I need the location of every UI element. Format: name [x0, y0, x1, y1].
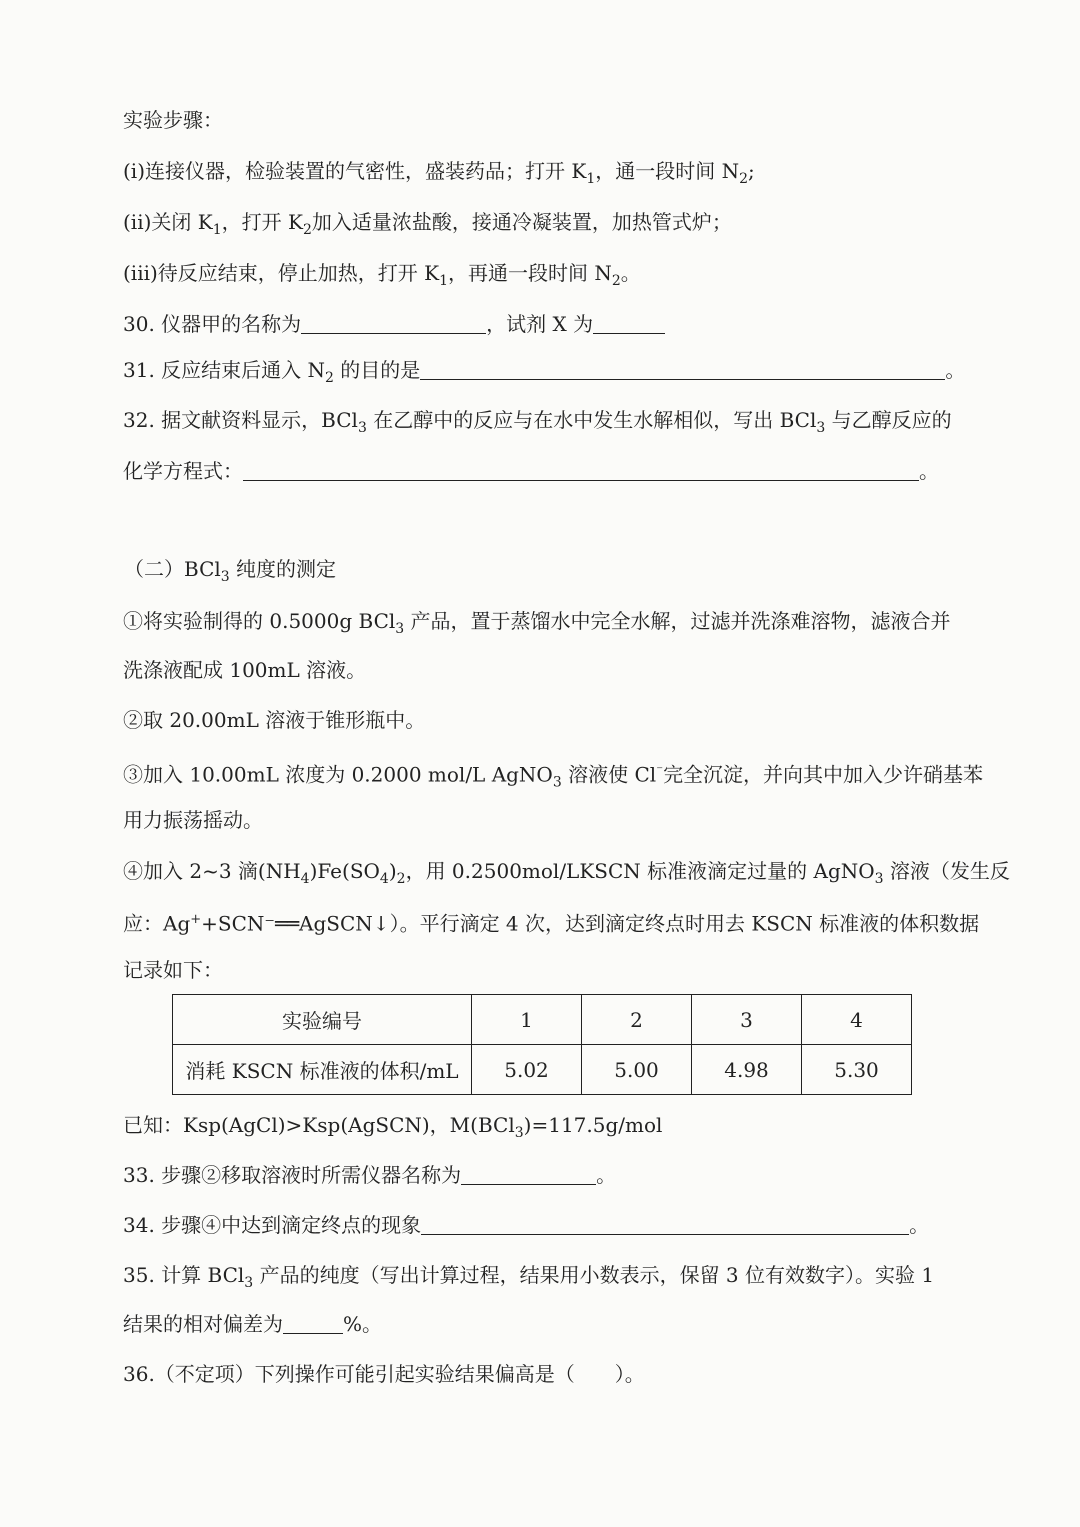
- part2-step3-line2: 用力振荡摇动。: [123, 808, 263, 832]
- question-31: 31. 反应结束后通入 $N_2$ 的目的是 。: [123, 358, 966, 386]
- table-cell: 5.00: [582, 1045, 692, 1095]
- answer-blank-30a[interactable]: [301, 313, 486, 334]
- steps-title: 实验步骤：: [123, 108, 223, 132]
- answer-blank-31[interactable]: [420, 359, 945, 380]
- question-35-line1: 35. 计算 BCl$_3$ 产品的纯度（写出计算过程，结果用小数表示，保留 3 位有效数字）。实验 1: [123, 1263, 935, 1291]
- question-36: 36.（不定项）下列操作可能引起实验结果偏高是（ ）。: [123, 1362, 645, 1386]
- answer-blank-33[interactable]: [461, 1164, 596, 1185]
- step-iii: (iii)待反应结束，停止加热，打开 $K_1$，再通一段时间 $N_2$。: [123, 261, 641, 289]
- step-ii: (ii)关闭 $K_1$，打开 $K_2$加入适量浓盐酸，接通冷凝装置，加热管式炉；: [123, 210, 732, 238]
- table-cell: 1: [472, 995, 582, 1045]
- part2-title: （二）BCl$_3$ 纯度的测定: [124, 557, 337, 585]
- answer-blank-30b[interactable]: [593, 313, 665, 334]
- part2-step2: ②取 20.00mL 溶液于锥形瓶中。: [123, 708, 426, 732]
- question-33: 33. 步骤②移取溶液时所需仪器名称为 。: [123, 1163, 617, 1187]
- titration-table: [172, 994, 912, 1095]
- part2-step4-line2: 应：Ag++SCN⁻══AgSCN↓）。平行滴定 4 次，达到滴定终点时用去 KSCN 标准液的体积数据: [123, 911, 980, 936]
- answer-blank-34[interactable]: [421, 1214, 909, 1235]
- part2-step4-line1: ④加入 2~3 滴$(NH_4)Fe(SO_4)_2$，用 0.2500mol/LKSCN 标准液滴定过量的 AgNO$_3$ 溶液（发生反: [123, 859, 1010, 887]
- question-32-line1: 32. 据文献资料显示，BCl$_3$ 在乙醇中的反应与在水中发生水解相似，写出 BCl$_3$ 与乙醇反应的: [123, 408, 952, 436]
- question-34: 34. 步骤④中达到滴定终点的现象 。: [123, 1213, 930, 1237]
- table-cell: 2: [582, 995, 692, 1045]
- table-cell: 4.98: [692, 1045, 802, 1095]
- table-cell: 5.02: [472, 1045, 582, 1095]
- part2-step3-line1: ③加入 10.00mL 浓度为 0.2000 mol/L AgNO$_3$ 溶液使 Cl⁻完全沉淀，并向其中加入少许硝基苯: [123, 762, 984, 791]
- table-row: [173, 995, 912, 1045]
- table-cell: 5.30: [802, 1045, 912, 1095]
- question-30: 30. 仪器甲的名称为 ，试剂 X 为: [123, 310, 665, 338]
- part2-step1-line1: ①将实验制得的 0.5000g BCl$_3$ 产品，置于蒸馏水中完全水解，过滤并洗涤难溶物，滤液合并: [123, 609, 951, 637]
- question-35-line2: 结果的相对偏差为 %。: [123, 1312, 383, 1336]
- table-header-cell: 消耗 KSCN 标准液的体积/mL: [173, 1045, 472, 1095]
- part2-step1-line2: 洗涤液配成 100mL 溶液。: [123, 658, 367, 682]
- known-constants: 已知：Ksp(AgCl)>Ksp(AgSCN)，M(BCl$_3$)=117.5g/mol: [123, 1113, 663, 1141]
- answer-blank-35[interactable]: [283, 1313, 343, 1334]
- table-row: [173, 1045, 912, 1095]
- answer-blank-32[interactable]: [243, 460, 919, 481]
- table-cell: 3: [692, 995, 802, 1045]
- step-i: (i)连接仪器，检验装置的气密性，盛装药品；打开 $K_1$，通一段时间 $N_2$;: [123, 159, 755, 187]
- table-header-cell: 实验编号: [173, 995, 472, 1045]
- table-cell: 4: [802, 995, 912, 1045]
- part2-step4-line3: 记录如下：: [123, 958, 223, 982]
- question-32-line2: 化学方程式： 。: [123, 459, 939, 483]
